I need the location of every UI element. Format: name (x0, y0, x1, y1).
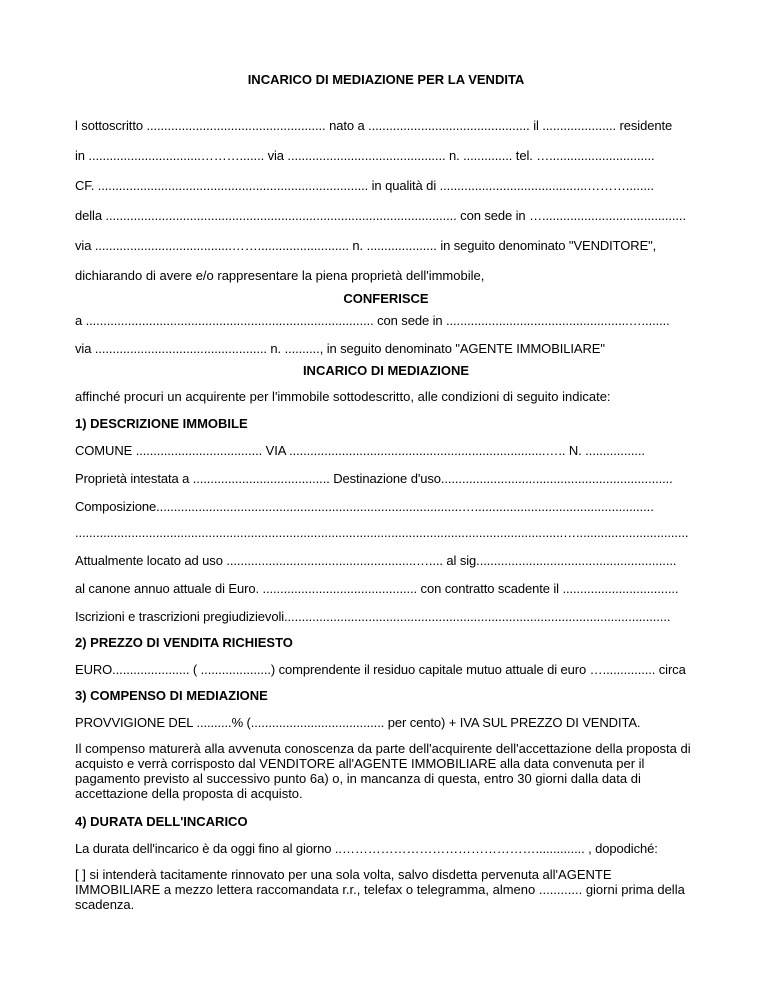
comune-line: COMUNE .................................... VIA .........................................................................….. N. ................. (75, 443, 645, 458)
seller-line-6: dichiarando di avere e/o rappresentare la piena proprietà dell'immobile, (75, 268, 485, 283)
compenso-paragraph: Il compenso maturerà alla avvenuta conoscenza da parte dell'acquirente dell'accettazione della proposta di acquisto e verrà corrisposto dal VENDITORE all'AGENTE IMMOBILIARE alla data convenuta per il pagamento previsto al successivo punto 6a) o, in mancanza di questa, entro 30 giorni dalla data di accettazione della proposta di acquisto. (75, 741, 691, 801)
conferisce-heading: CONFERISCE (343, 291, 429, 306)
document-title: INCARICO DI MEDIAZIONE PER LA VENDITA (247, 72, 525, 87)
seller-line-1: l sottoscritto ................................................... nato a .............................................. il ..................... residente (75, 118, 673, 133)
prezzo-line: EURO...................... ( ....................) comprendente il residuo capitale mutuo attuale di euro …............... circa (75, 662, 686, 677)
proprieta-line: Proprietà intestata a ....................................... Destinazione d'uso.................................................................. (75, 471, 673, 486)
section-3-heading: 3) COMPENSO DI MEDIAZIONE (75, 688, 268, 703)
section-1-heading: 1) DESCRIZIONE IMMOBILE (75, 416, 248, 431)
incarico-line: affinché procuri un acquirente per l'immobile sottodescritto, alle condizioni di seguito indicate: (75, 389, 611, 404)
section-2-heading: 2) PREZZO DI VENDITA RICHIESTO (75, 635, 293, 650)
seller-line-2: in ................................………....... via ............................................. n. .............. tel. ….............................. (75, 148, 655, 163)
agent-line-1: a .................................................................................. con sede in ....................................................…........ (75, 313, 670, 328)
composizione-blank-line: ...........................................................................................................................................…................................ (75, 525, 689, 540)
composizione-line: Composizione.......................................................................................…................................................... (75, 499, 654, 514)
durata-line: La durata dell'incarico è da oggi fino al giorno ..……………………………………….............. , dopodiché: (75, 841, 658, 856)
seller-line-4: della .................................................................................................... con sede in …......................................... (75, 208, 686, 223)
iscrizioni-line: Iscrizioni e trascrizioni pregiudizievoli.............................................................................................................. (75, 609, 671, 624)
provvigione-line: PROVVIGIONE DEL ..........% (...................................... per cento) + IVA SUL PREZZO DI VENDITA. (75, 715, 641, 730)
section-4-heading: 4) DURATA DELL'INCARICO (75, 814, 248, 829)
incarico-heading: INCARICO DI MEDIAZIONE (302, 363, 470, 378)
seller-line-5: via .......................................…….......................... n. .................... in seguito denominato "VENDITORE", (75, 238, 657, 253)
locato-line: Attualmente locato ad uso ......................................................….... al sig......................................................... (75, 553, 677, 568)
canone-line: al canone annuo attuale di Euro. ............................................ con contratto scadente il ................................. (75, 581, 679, 596)
seller-line-3: CF. ............................................................................. in qualità di ..........................................………........ (75, 178, 654, 193)
agent-line-2: via ................................................. n. .........., in seguito denominato "AGENTE IMMOBILIARE" (75, 341, 605, 356)
rinnovo-paragraph: [ ] si intenderà tacitamente rinnovato per una sola volta, salvo disdetta pervenuta all'AGENTE IMMOBILIARE a mezzo lettera raccomandata r.r., telefax o telegramma, almeno ............ giorni prima della scadenza. (75, 867, 685, 912)
